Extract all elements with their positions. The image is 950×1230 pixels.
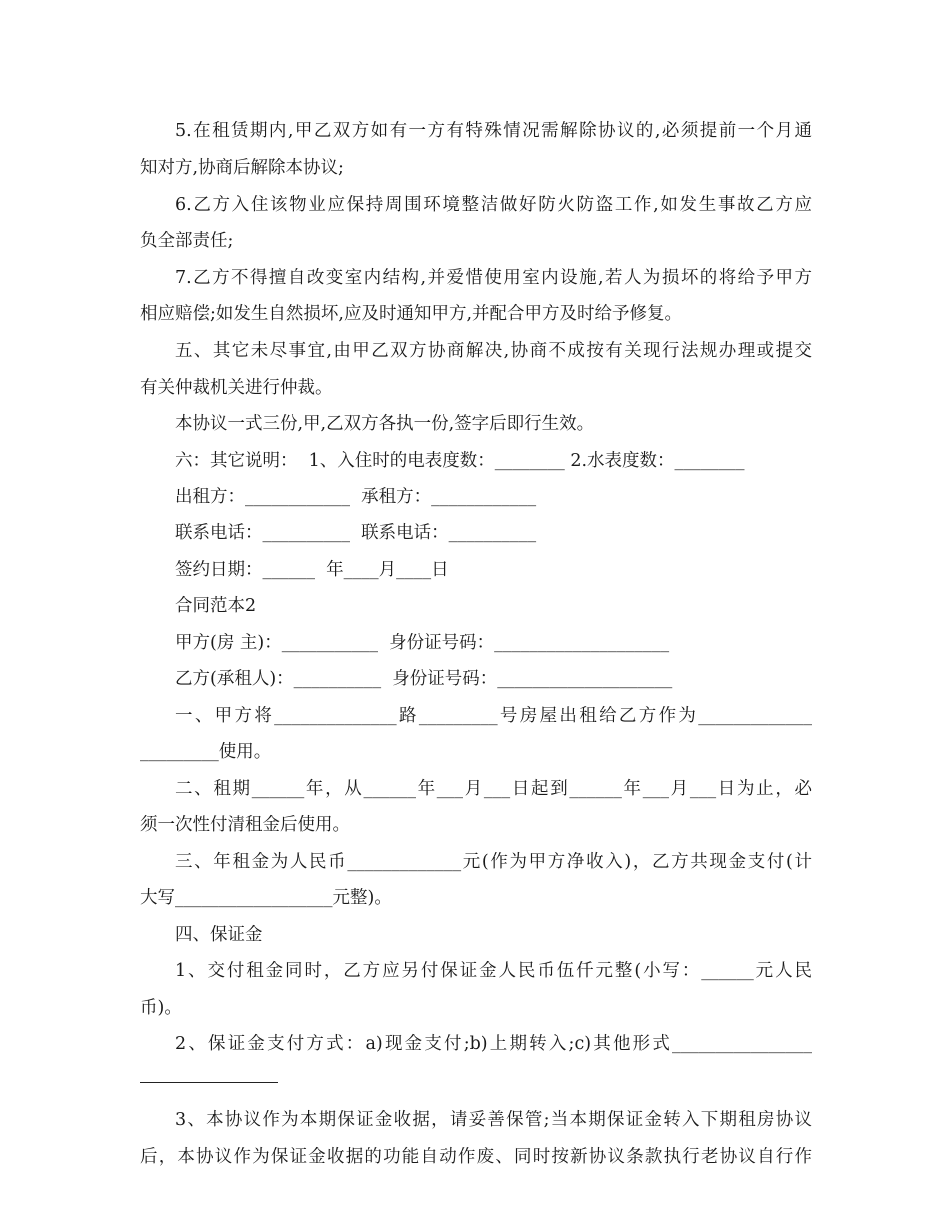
article-4-heading: 四、保证金 — [175, 925, 263, 945]
party-b-tenant: 乙方(承租人)：__________ 身份证号码：____________________ — [175, 669, 673, 689]
article-2-line-1: 二、租期______年，从______年___月___日起到______年___月___日为止，必 — [175, 779, 812, 799]
section-5-line-1: 五、其它未尽事宜,由甲乙双方协商解决,协商不成按有关现行法规办理或提交 — [175, 341, 812, 361]
clause-7-line-1: 7.乙方不得擅自改变室内结构,并爱惜使用室内设施,若人为损坏的将给予甲方 — [175, 268, 812, 288]
deposit-item-2: 2、保证金支付方式：a)现金支付;b)上期转入;c)其他形式________________ — [175, 1034, 812, 1054]
clause-5-line-1: 5.在租赁期内,甲乙双方如有一方有特殊情况需解除协议的,必须提前一个月通 — [175, 121, 812, 141]
signing-date: 签约日期：______ 年____月____日 — [175, 560, 449, 580]
section-5-line-2: 有关仲裁机关进行仲裁。 — [140, 378, 333, 398]
clause-7-line-2: 相应赔偿;如发生自然损坏,应及时通知甲方,并配合甲方及时给予修复。 — [140, 304, 683, 324]
contact-phones: 联系电话：__________ 联系电话：__________ — [175, 523, 537, 543]
article-1-line-2: _________使用。 — [140, 742, 272, 762]
article-1-line-1: 一、甲方将______________路_________号房屋出租给乙方作为_____________ — [175, 706, 812, 726]
clause-6-line-2: 负全部责任; — [140, 231, 234, 251]
deposit-item-3-line-2: 后，本协议作为保证金收据的功能自动作废、同时按新协议条款执行老协议自行作 — [140, 1147, 812, 1167]
section-6-meter-readings: 六：其它说明： 1、入住时的电表度数：________ 2.水表度数：________ — [175, 451, 745, 471]
contract-sample-2-title: 合同范本2 — [175, 596, 257, 616]
deposit-item-3-line-1: 3、本协议作为本期保证金收据，请妥善保管;当本期保证金转入下期租房协议 — [175, 1110, 812, 1130]
blank-underline — [140, 1082, 278, 1083]
party-a-landlord: 甲方(房 主)：___________ 身份证号码：____________________ — [175, 633, 670, 653]
deposit-item-1-line-1: 1、交付租金同时，乙方应另付保证金人民币伍仟元整(小写：______元人民 — [175, 961, 812, 981]
clause-5-line-2: 知对方,协商后解除本协议; — [140, 158, 344, 178]
copies-note: 本协议一式三份,甲,乙双方各执一份,签字后即行生效。 — [175, 414, 595, 434]
deposit-item-1-line-2: 币)。 — [140, 998, 182, 1018]
clause-6-line-1: 6.乙方入住该物业应保持周围环境整洁做好防火防盗工作,如发生事故乙方应 — [175, 195, 812, 215]
article-3-line-1: 三、年租金为人民币_____________元(作为甲方净收入)，乙方共现金支付(计 — [175, 852, 812, 872]
article-2-line-2: 须一次性付清租金后使用。 — [140, 815, 350, 835]
article-3-line-2: 大写__________________元整)。 — [140, 888, 392, 908]
signatory-parties: 出租方：____________ 承租方：____________ — [175, 487, 537, 507]
